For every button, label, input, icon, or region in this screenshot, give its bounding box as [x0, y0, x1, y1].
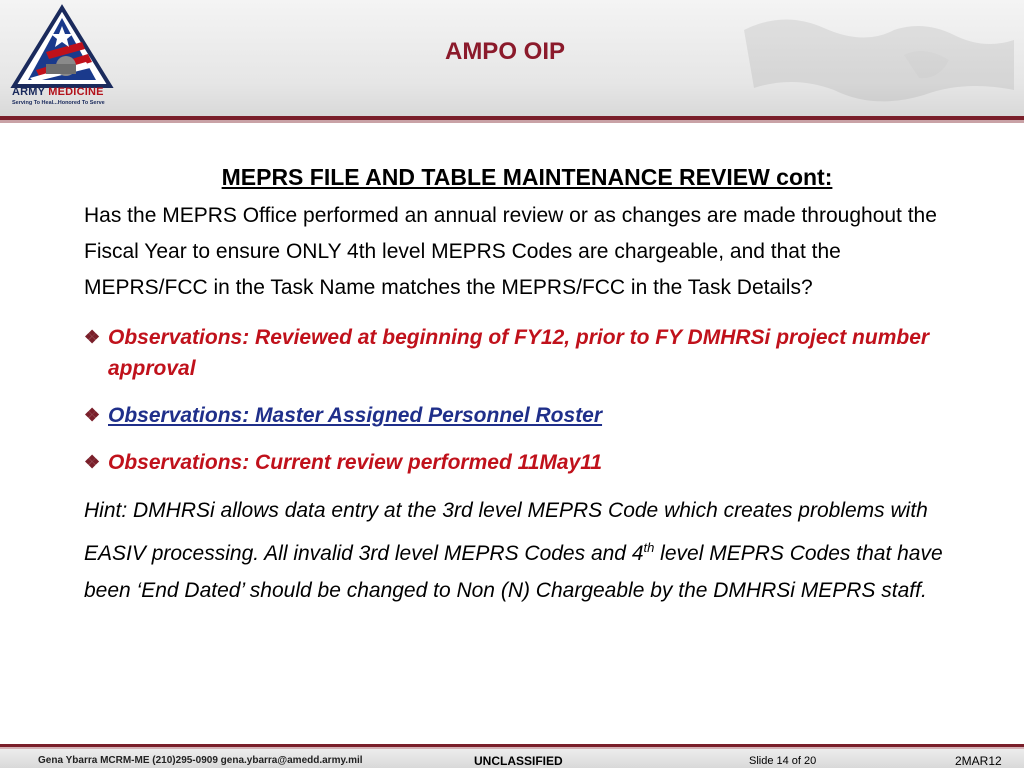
- slide-title: AMPO OIP: [444, 38, 565, 65]
- diamond-bullet-icon: ❖: [84, 327, 101, 347]
- observation-link[interactable]: Observations: Master Assigned Personnel Roster: [108, 404, 603, 427]
- observation-item: [84, 322, 968, 384]
- classification-label: UNCLASSIFIED: [474, 754, 563, 768]
- slide-number: Slide 14 of 20: [749, 755, 817, 767]
- diamond-bullet-icon: ❖: [84, 452, 101, 472]
- observation-item: [84, 400, 968, 431]
- slide-header: [0, 0, 1024, 118]
- review-question: Has the MEPRS Office performed an annual review or as changes are made throughout the Fiscal Year to ensure ONLY 4th level MEPRS Codes are chargeable, and that the MEPRS/FCC in the Task Name matches the MEPRS/FCC in the Task Details?: [84, 204, 937, 299]
- observation-text: Observations: Current review performed 11May11: [108, 451, 603, 474]
- diamond-bullet-icon: ❖: [84, 405, 101, 425]
- observation-item: [84, 447, 968, 478]
- logo-wordmark: ARMY MEDICINE: [12, 86, 104, 98]
- footer-date: 2MAR12: [955, 754, 1002, 768]
- hint-text: Hint: DMHRSi allows data entry at the 3rd level MEPRS Code which creates problems with EASIV processing. All invalid 3rd level MEPRS Codes and 4th level MEPRS Codes that have been ‘End Dated’ should be changed to Non (N) Chargeable by the DMHRSi MEPRS staff.: [84, 499, 943, 602]
- header-divider-accent: [0, 120, 1024, 123]
- observation-text: Observations: Reviewed at beginning of FY12, prior to FY DMHRSi project number approval: [108, 326, 930, 380]
- logo-tagline: Serving To Heal...Honored To Serve: [12, 100, 105, 106]
- slide-body: [84, 160, 984, 609]
- footer-contact: Gena Ybarra MCRM-ME (210)295-0909 gena.ybarra@amedd.army.mil: [38, 755, 363, 766]
- section-heading: MEPRS FILE AND TABLE MAINTENANCE REVIEW cont:: [221, 164, 833, 190]
